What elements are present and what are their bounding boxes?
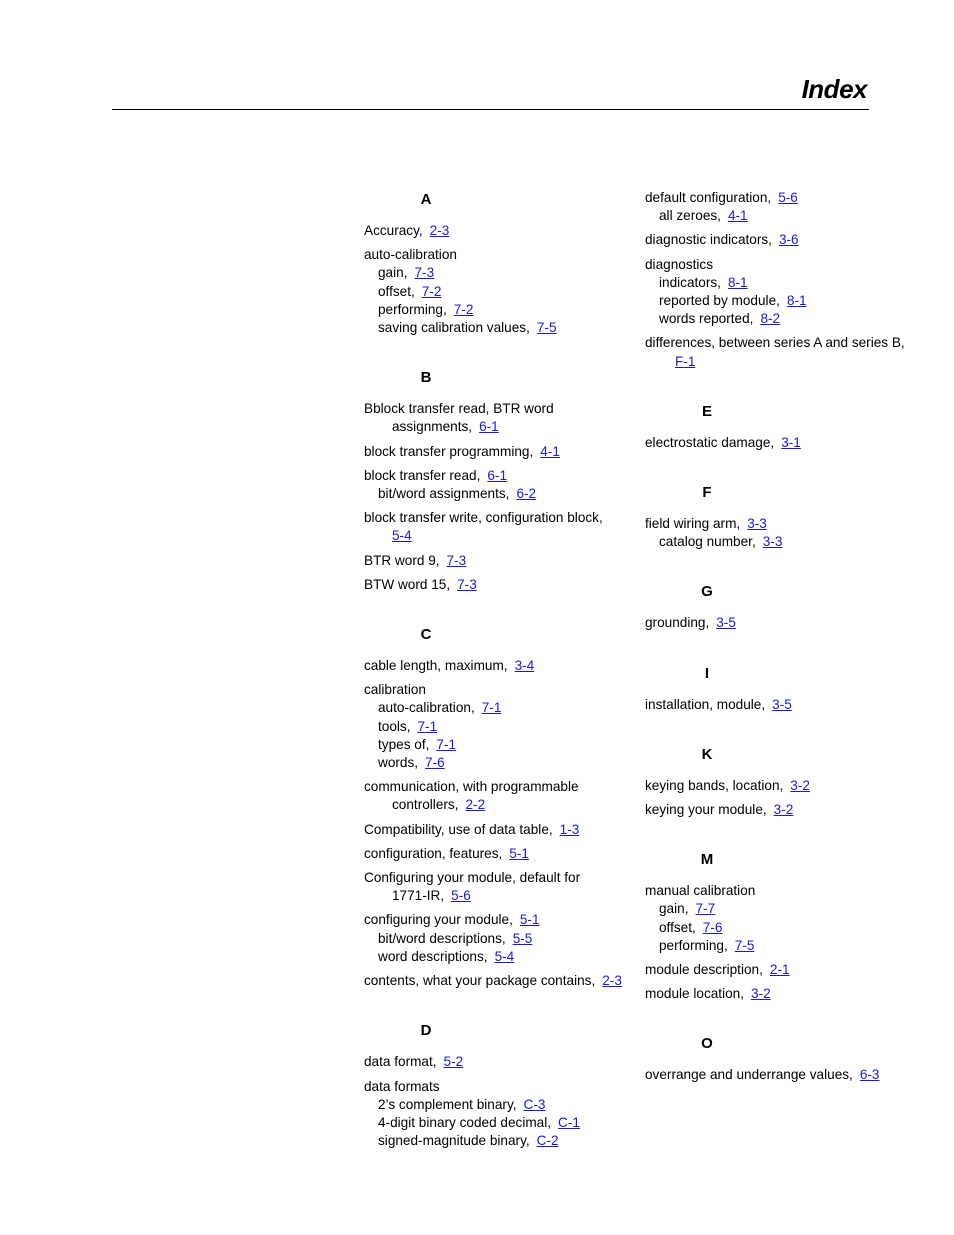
index-line [364, 1078, 624, 1096]
page-reference-link[interactable]: 5-1 [509, 845, 529, 861]
index-term: configuring your module, [364, 912, 513, 928]
page-reference-link[interactable]: C-1 [558, 1114, 580, 1130]
index-term: signed-magnitude binary, [378, 1133, 530, 1149]
page-title: Index [801, 74, 867, 104]
index-entry [645, 801, 915, 819]
index-term: calibration [364, 682, 426, 698]
index-entry [645, 777, 915, 795]
index-term: offset, [378, 283, 415, 299]
page-reference-link[interactable]: C-2 [536, 1133, 559, 1149]
index-section [645, 849, 915, 1003]
index-entry [364, 911, 624, 966]
index-section [645, 189, 915, 371]
index-line [364, 778, 624, 796]
page-reference-link[interactable]: F-1 [675, 353, 696, 369]
index-section [364, 624, 624, 990]
index-line [645, 353, 915, 371]
page-reference-link[interactable]: 6-1 [479, 419, 499, 435]
index-term: keying bands, location, [645, 777, 784, 793]
index-entry [364, 576, 624, 594]
section-letter: C [420, 626, 432, 644]
index-entry [364, 1053, 624, 1071]
page-reference-link[interactable]: 7-5 [536, 320, 557, 336]
index-term: block transfer read, [364, 467, 481, 483]
page-reference-link[interactable]: 7-3 [446, 552, 467, 568]
index-term: gain, [659, 901, 689, 917]
index-entry [364, 845, 624, 863]
index-line [364, 283, 624, 301]
index-term: manual calibration [645, 883, 756, 899]
page-reference-link[interactable]: 5-4 [494, 948, 515, 964]
index-entry [645, 1066, 915, 1084]
index-column-left [364, 189, 624, 1180]
page-reference-link[interactable]: 3-4 [514, 658, 535, 674]
index-term: Accuracy, [364, 223, 423, 238]
page-reference-link[interactable]: 7-1 [417, 718, 438, 734]
header-rule [112, 109, 869, 110]
index-entry [645, 882, 915, 955]
index-entry [364, 1078, 624, 1151]
index-term: module location, [645, 986, 744, 1002]
index-term: assignments, [392, 419, 473, 435]
index-entry [364, 681, 624, 772]
index-entry [364, 778, 624, 814]
index-term: module description, [645, 962, 763, 978]
index-line [364, 754, 624, 772]
index-line [645, 207, 915, 225]
index-entry [364, 821, 624, 839]
index-entry [364, 972, 624, 990]
index-line [645, 1066, 915, 1084]
section-letter: O [701, 1035, 713, 1053]
index-term: configuration, features, [364, 845, 503, 861]
index-line [364, 930, 624, 948]
page-reference-link[interactable]: 6-3 [859, 1067, 880, 1083]
page-reference-link[interactable]: 7-3 [457, 576, 477, 592]
page-reference-link[interactable]: 3-5 [772, 696, 792, 712]
index-entry [364, 246, 624, 337]
index-term: all zeroes, [659, 208, 721, 224]
index-line [645, 292, 915, 310]
page-reference-link[interactable]: 5-6 [778, 190, 798, 205]
index-term: diagnostic indicators, [645, 232, 772, 248]
index-term: 4-digit binary coded decimal, [378, 1114, 552, 1130]
index-line [645, 919, 915, 937]
page-reference-link[interactable]: 5-2 [443, 1054, 464, 1070]
page-reference-link[interactable]: 2-3 [602, 973, 622, 989]
index-term: contents, what your package contains, [364, 973, 596, 989]
index-line [364, 1132, 624, 1150]
page-reference-link[interactable]: 5-6 [451, 888, 471, 904]
index-term: bit/word descriptions, [378, 930, 506, 946]
page-reference-link[interactable]: 3-3 [747, 516, 767, 532]
index-line [364, 718, 624, 736]
index-line [364, 887, 624, 905]
index-term: Compatibility, use of data table, [364, 821, 553, 837]
index-line [364, 911, 624, 929]
index-term: field wiring arm, [645, 516, 741, 532]
index-term: BTR word 9, [364, 552, 440, 568]
page-reference-link[interactable]: 7-1 [436, 736, 457, 752]
index-entry [364, 657, 624, 675]
index-term: performing, [378, 301, 447, 317]
index-term: cable length, maximum, [364, 658, 508, 674]
index-term: performing, [659, 937, 728, 953]
section-letter: K [701, 745, 713, 763]
index-section [364, 1020, 624, 1150]
index-line [645, 985, 915, 1003]
page-reference-link[interactable]: 3-5 [716, 615, 736, 631]
index-section [364, 367, 624, 594]
index-line [645, 334, 915, 352]
index-term: Configuring your module, default for [364, 870, 581, 886]
index-entry [645, 256, 915, 329]
index-line [364, 972, 624, 990]
index-term: keying your module, [645, 802, 767, 818]
page-reference-link[interactable]: 7-5 [734, 937, 755, 953]
index-line [645, 961, 915, 979]
index-term: controllers, [392, 797, 459, 813]
index-line [645, 614, 915, 632]
index-line [645, 434, 915, 452]
page-reference-link[interactable]: 3-2 [773, 802, 794, 818]
index-line [364, 222, 624, 240]
page-reference-link[interactable]: 3-6 [778, 232, 799, 248]
index-line [364, 527, 624, 545]
index-line [364, 485, 624, 503]
index-line [364, 418, 624, 436]
index-section [645, 401, 915, 452]
index-section [645, 581, 915, 632]
section-letter: G [701, 583, 713, 601]
index-entry [364, 443, 624, 461]
index-line [645, 231, 915, 249]
index-entry [645, 189, 915, 225]
page-reference-link[interactable]: 6-2 [516, 486, 537, 502]
index-term: diagnostics [645, 256, 714, 272]
page-reference-link[interactable]: 7-6 [425, 755, 445, 771]
index-line [364, 657, 624, 675]
section-letter: D [420, 1022, 432, 1040]
page-reference-link[interactable]: 7-1 [481, 700, 502, 716]
page-reference-link[interactable]: 8-1 [786, 293, 807, 309]
page-reference-link[interactable]: 7-2 [453, 301, 474, 317]
index-section [645, 744, 915, 819]
index-line [364, 1114, 624, 1132]
index-term: word descriptions, [378, 948, 488, 964]
index-entry [645, 961, 915, 979]
index-term: auto-calibration [364, 247, 457, 263]
index-line [364, 246, 624, 264]
index-line [645, 515, 915, 533]
index-term: offset, [659, 919, 696, 935]
index-line [364, 264, 624, 282]
index-term: tools, [378, 718, 411, 734]
index-term: words reported, [659, 311, 754, 327]
index-entry [645, 515, 915, 551]
index-section [364, 189, 624, 337]
index-term: data formats [364, 1078, 440, 1094]
index-entry [364, 552, 624, 570]
index-term: installation, module, [645, 696, 766, 712]
page-reference-link[interactable]: 4-1 [540, 443, 560, 459]
index-line [364, 796, 624, 814]
index-entry [645, 334, 915, 370]
index-line [645, 310, 915, 328]
index-line [364, 699, 624, 717]
page-reference-link[interactable]: 8-2 [760, 311, 781, 327]
index-entry [645, 696, 915, 714]
page-reference-link[interactable]: 3-1 [781, 434, 801, 450]
index-term: indicators, [659, 274, 721, 290]
index-entry [364, 400, 624, 436]
index-entry [364, 222, 624, 240]
page-reference-link[interactable]: 5-4 [392, 528, 412, 544]
index-entry [364, 869, 624, 905]
index-term: block transfer write, configuration block, [364, 510, 603, 526]
index-line [645, 256, 915, 274]
page-reference-link[interactable]: 6-1 [487, 467, 508, 483]
index-line [364, 576, 624, 594]
page-reference-link[interactable]: 4-1 [727, 208, 748, 224]
section-letter: B [420, 369, 432, 387]
index-term: communication, with programmable [364, 779, 579, 795]
index-column-right [645, 189, 915, 1115]
page-reference-link[interactable]: 7-3 [414, 265, 435, 281]
page-reference-link[interactable]: 1-3 [559, 821, 580, 837]
index-line [364, 681, 624, 699]
index-term: catalog number, [659, 534, 756, 550]
index-line [364, 301, 624, 319]
index-line [645, 777, 915, 795]
index-entry [645, 231, 915, 249]
index-line [364, 319, 624, 337]
page-reference-link[interactable]: 7-6 [702, 919, 723, 935]
index-entry [364, 467, 624, 503]
page-reference-link[interactable]: 3-3 [762, 534, 783, 550]
index-term: overrange and underrange values, [645, 1067, 853, 1083]
index-line [645, 801, 915, 819]
index-entry [645, 985, 915, 1003]
page-reference-link[interactable]: 3-2 [790, 777, 810, 793]
index-line [364, 845, 624, 863]
index-line [645, 274, 915, 292]
page-reference-link[interactable]: 2-2 [465, 797, 486, 813]
index-term: BTW word 15, [364, 576, 451, 592]
index-line [645, 900, 915, 918]
index-section [645, 663, 915, 714]
index-line [645, 882, 915, 900]
index-line [364, 821, 624, 839]
index-line [364, 1096, 624, 1114]
index-term: differences, between series A and series B, [645, 335, 905, 351]
index-term: words, [378, 755, 419, 771]
section-letter: A [420, 191, 432, 208]
index-term: data format, [364, 1054, 437, 1070]
page-reference-link[interactable]: 2-3 [429, 223, 450, 238]
index-line [364, 948, 624, 966]
index-term: 2’s complement binary, [378, 1096, 517, 1112]
index-line [364, 736, 624, 754]
page-reference-link[interactable]: 7-7 [695, 901, 716, 917]
index-term: 1771-IR, [392, 888, 445, 904]
index-term: reported by module, [659, 293, 780, 309]
page-reference-link[interactable]: 8-1 [727, 274, 748, 290]
section-letter: E [701, 402, 712, 420]
index-section [645, 482, 915, 551]
page-reference-link[interactable]: 5-1 [519, 912, 540, 928]
section-letter: I [704, 664, 710, 682]
index-line [364, 552, 624, 570]
index-term: saving calibration values, [378, 320, 530, 336]
page-reference-link[interactable]: 5-5 [512, 930, 533, 946]
page-reference-link[interactable]: C-3 [523, 1096, 546, 1112]
index-term: Bblock transfer read, BTR word [364, 401, 554, 417]
index-line [364, 443, 624, 461]
index-term: default configuration, [645, 190, 772, 205]
index-line [364, 869, 624, 887]
page-reference-link[interactable]: 7-2 [421, 283, 442, 299]
index-line [364, 400, 624, 418]
index-term: gain, [378, 265, 408, 281]
index-entry [645, 434, 915, 452]
index-term: bit/word assignments, [378, 486, 510, 502]
index-line [645, 937, 915, 955]
page-reference-link[interactable]: 2-1 [769, 962, 790, 978]
index-term: electrostatic damage, [645, 434, 775, 450]
section-letter: F [702, 484, 712, 502]
index-line [364, 509, 624, 527]
index-term: block transfer programming, [364, 443, 534, 459]
index-entry [645, 614, 915, 632]
index-line [645, 696, 915, 714]
index-line [645, 189, 915, 207]
index-term: auto-calibration, [378, 700, 475, 716]
index-line [645, 533, 915, 551]
index-entry [364, 509, 624, 545]
index-line [364, 1053, 624, 1071]
index-line [364, 467, 624, 485]
section-letter: M [700, 851, 714, 869]
index-section [645, 1033, 915, 1084]
index-term: types of, [378, 736, 430, 752]
page-reference-link[interactable]: 3-2 [751, 986, 771, 1002]
index-term: grounding, [645, 615, 710, 631]
